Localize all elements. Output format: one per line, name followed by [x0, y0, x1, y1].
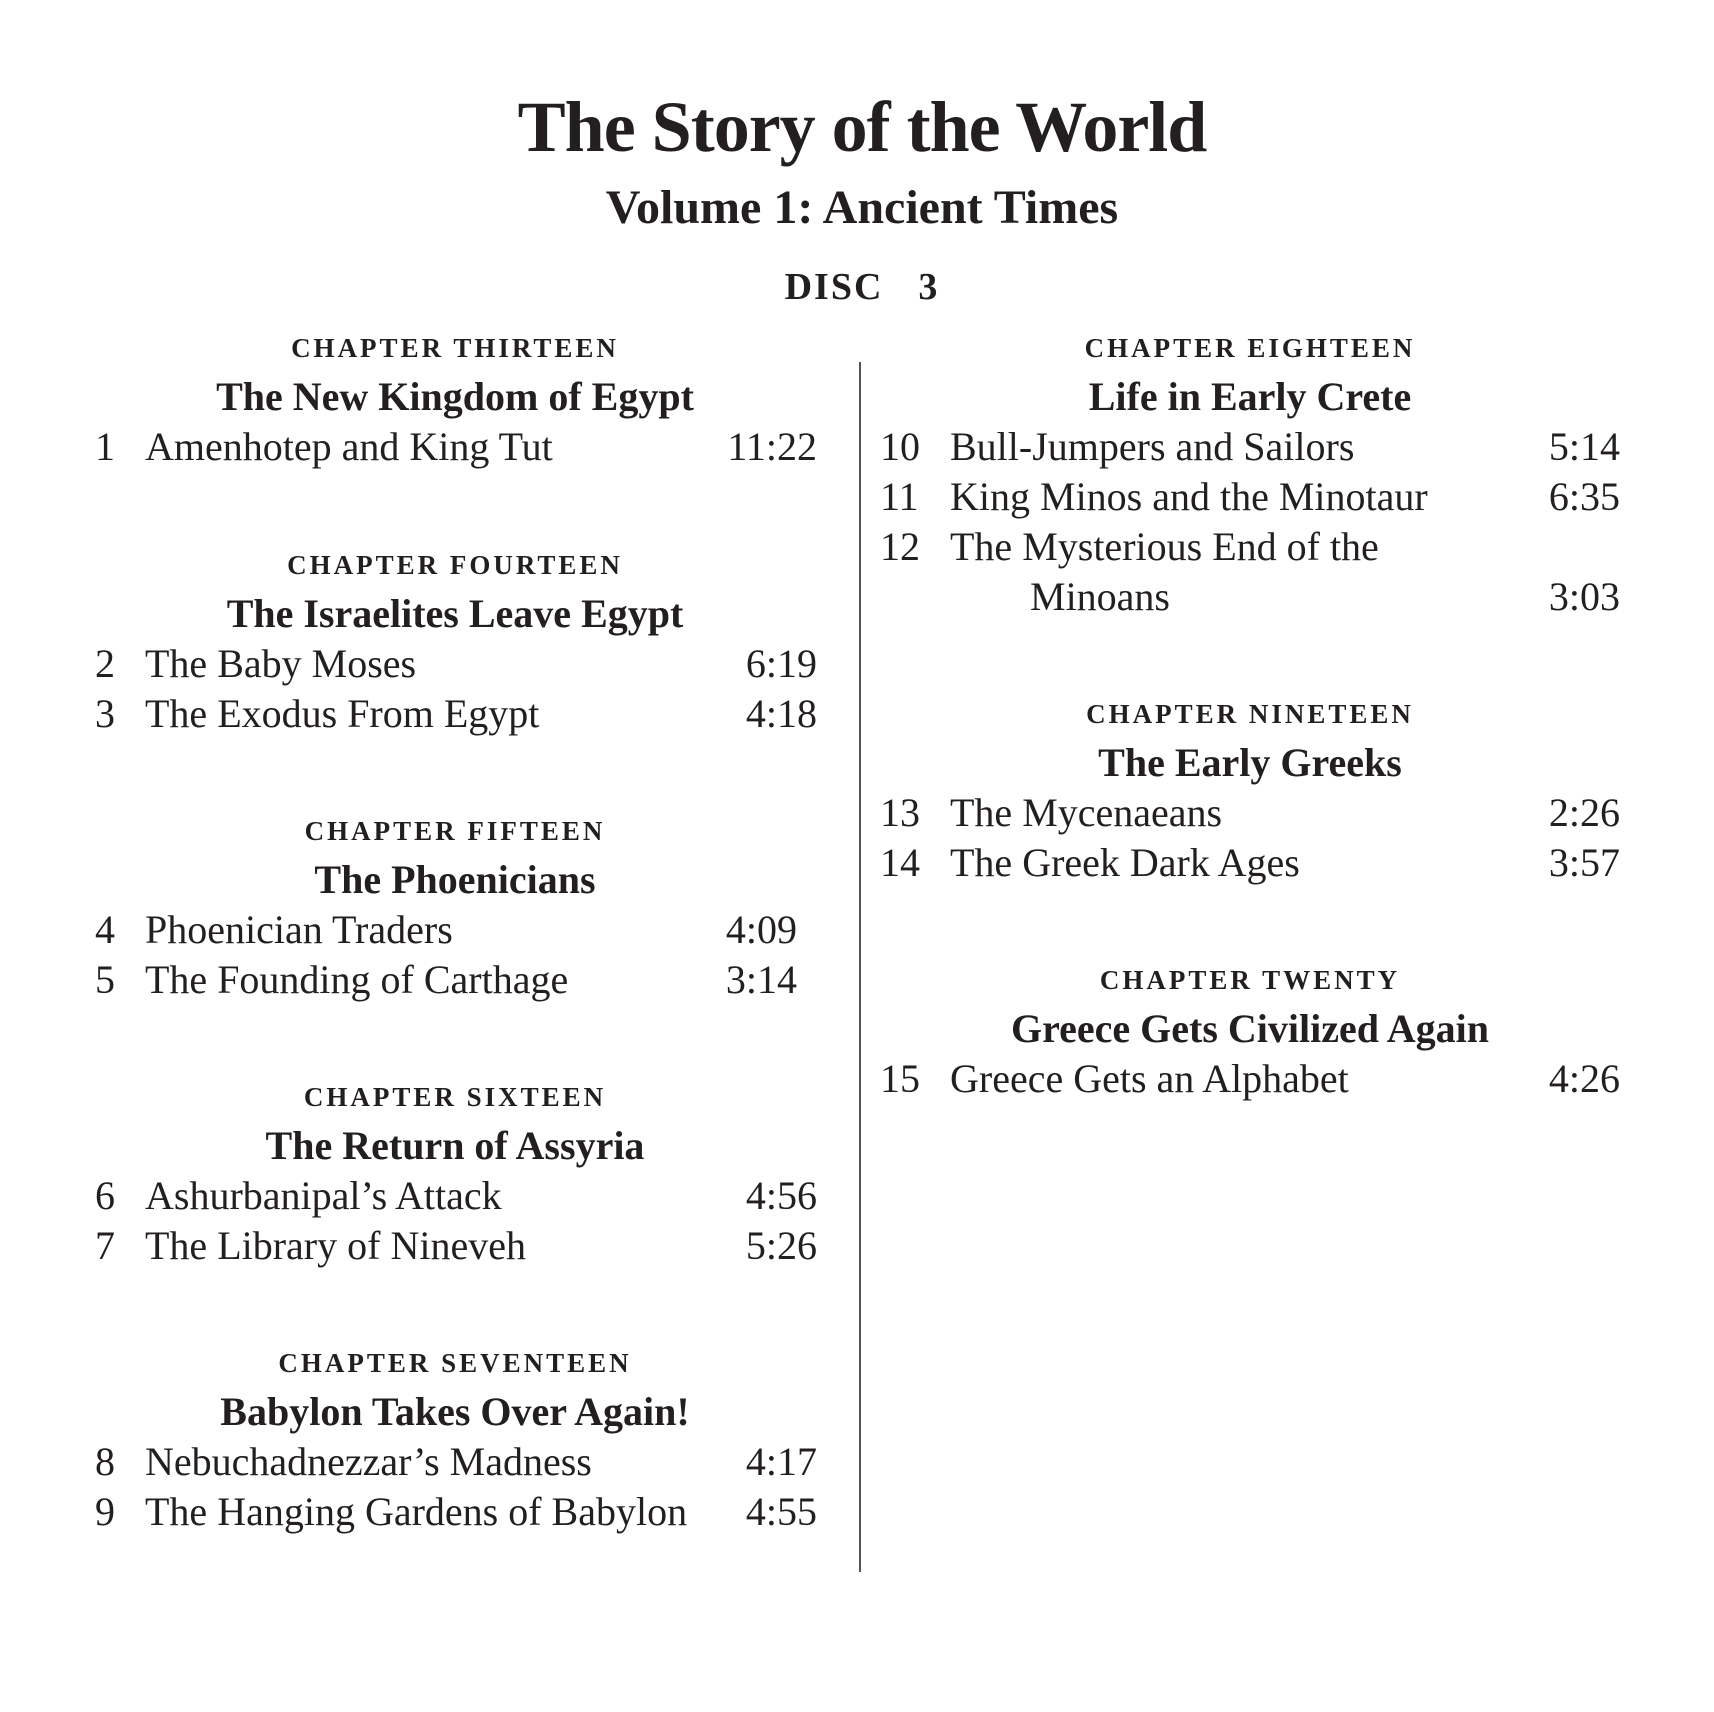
column-divider: [859, 362, 861, 1572]
track-row: [880, 838, 1620, 888]
track-row: [95, 422, 815, 472]
album-title: The Story of the World: [517, 87, 1207, 167]
chapter-title: The Early Greeks: [1098, 740, 1402, 785]
track-name-continued: Minoans: [1030, 574, 1170, 619]
chapter-label: CHAPTER FIFTEEN: [304, 816, 606, 846]
disc-label: DISC 3: [784, 266, 940, 308]
track-name: Nebuchadnezzar’s Madness: [145, 1439, 592, 1484]
chapter-title: The New Kingdom of Egypt: [216, 374, 694, 419]
chapter-label: CHAPTER FOURTEEN: [287, 550, 623, 580]
disc-label-wrap: [0, 262, 1714, 312]
track-number: 10: [880, 424, 920, 469]
track-name: Amenhotep and King Tut: [145, 424, 553, 469]
track-name: The Greek Dark Ages: [950, 840, 1300, 885]
track-row: [95, 689, 815, 739]
track-row: [95, 905, 815, 955]
track-name: The Library of Nineveh: [145, 1223, 526, 1268]
chapter-title: The Phoenicians: [314, 857, 596, 902]
track-number: 14: [880, 840, 920, 885]
track-time: 5:26: [745, 1223, 817, 1268]
chapter-label: CHAPTER SIXTEEN: [303, 1082, 607, 1112]
chapter-block: [880, 696, 1620, 888]
track-number: 12: [880, 524, 920, 569]
track-number: 7: [95, 1223, 115, 1268]
chapter-block: [880, 330, 1620, 622]
track-time: 4:18: [745, 691, 817, 736]
chapter-title: Babylon Takes Over Again!: [220, 1389, 690, 1434]
chapter-label: CHAPTER EIGHTEEN: [1084, 333, 1416, 363]
track-number: 2: [95, 641, 115, 686]
chapter-block: [95, 1345, 815, 1537]
track-name: The Mysterious End of the: [950, 524, 1379, 569]
track-number: 6: [95, 1173, 115, 1218]
chapter-label: CHAPTER SEVENTEEN: [278, 1348, 632, 1378]
track-number: 9: [95, 1489, 115, 1534]
track-time: 4:17: [745, 1439, 817, 1484]
track-time: 4:09: [725, 907, 797, 952]
chapter-block: [95, 547, 815, 739]
track-time: 3:57: [1548, 840, 1620, 885]
track-name: The Mycenaeans: [950, 790, 1223, 835]
track-time: 6:19: [745, 641, 817, 686]
track-time: 4:56: [745, 1173, 817, 1218]
track-row: [880, 522, 1620, 622]
track-row: [95, 955, 815, 1005]
chapter-block: [95, 813, 815, 1005]
track-time: 5:14: [1548, 424, 1620, 469]
track-row: [95, 639, 815, 689]
track-name: Greece Gets an Alphabet: [950, 1056, 1349, 1101]
track-row: [95, 1171, 815, 1221]
track-row: [880, 422, 1620, 472]
chapter-title: The Return of Assyria: [265, 1123, 645, 1168]
track-number: 11: [880, 474, 919, 519]
track-row: [880, 472, 1620, 522]
chapter-block: [880, 962, 1620, 1104]
track-name: The Baby Moses: [145, 641, 417, 686]
track-number: 4: [95, 907, 115, 952]
track-name: The Hanging Gardens of Babylon: [145, 1489, 688, 1534]
chapter-label: CHAPTER THIRTEEN: [291, 333, 619, 363]
album-subtitle: Volume 1: Ancient Times: [605, 181, 1119, 234]
chapter-title: Greece Gets Civilized Again: [1010, 1006, 1490, 1051]
track-time: 6:35: [1548, 474, 1620, 519]
track-time: 3:14: [725, 957, 797, 1002]
chapter-label: CHAPTER TWENTY: [1099, 965, 1401, 995]
track-number: 8: [95, 1439, 115, 1484]
track-time: 3:03: [1548, 574, 1620, 619]
track-name: Bull-Jumpers and Sailors: [950, 424, 1355, 469]
track-number: 3: [95, 691, 115, 736]
track-number: 13: [880, 790, 920, 835]
track-name: King Minos and the Minotaur: [950, 474, 1428, 519]
track-name: Ashurbanipal’s Attack: [145, 1173, 502, 1218]
track-row: [95, 1221, 815, 1271]
track-name: The Exodus From Egypt: [145, 691, 540, 736]
track-name: The Founding of Carthage: [145, 957, 569, 1002]
chapter-title: The Israelites Leave Egypt: [226, 591, 684, 636]
chapter-block: [95, 330, 815, 472]
track-row: [95, 1437, 815, 1487]
track-time: 4:26: [1548, 1056, 1620, 1101]
chapter-title: Life in Early Crete: [1088, 374, 1412, 419]
track-name: Phoenician Traders: [145, 907, 453, 952]
chapter-label: CHAPTER NINETEEN: [1086, 699, 1414, 729]
track-row: [880, 788, 1620, 838]
chapter-block: [95, 1079, 815, 1271]
track-number: 5: [95, 957, 115, 1002]
album-title-wrap: [0, 82, 1714, 172]
track-time: 11:22: [727, 424, 817, 469]
track-time: 4:55: [745, 1489, 817, 1534]
track-time: 2:26: [1548, 790, 1620, 835]
track-row: [880, 1054, 1620, 1104]
album-subtitle-wrap: [0, 178, 1714, 238]
track-number: 15: [880, 1056, 920, 1101]
track-number: 1: [95, 424, 115, 469]
track-row: [95, 1487, 815, 1537]
